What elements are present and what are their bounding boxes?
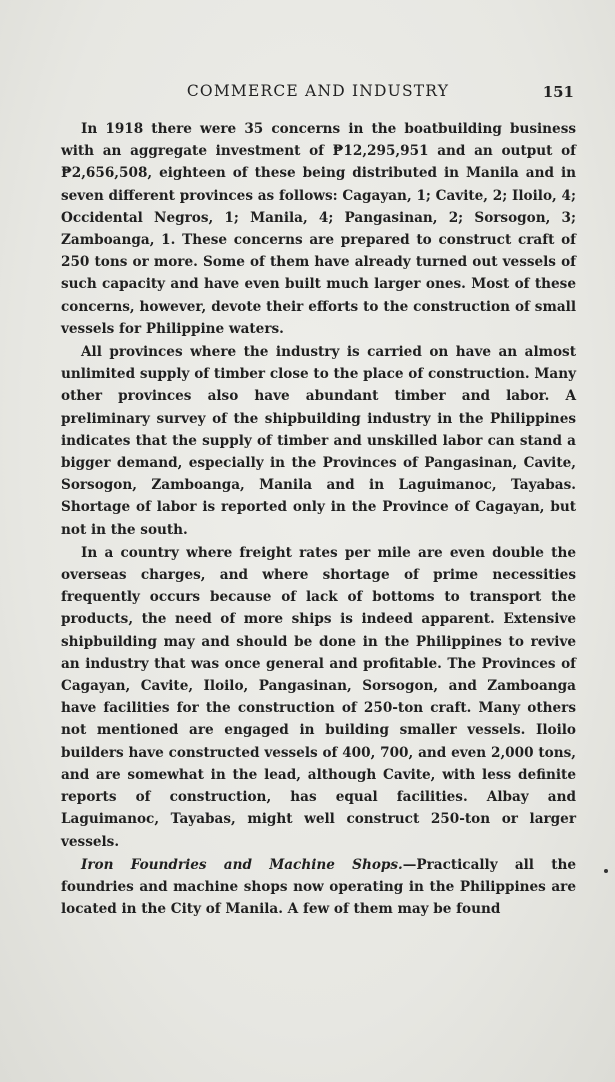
paragraph-timber-and-labor: All provinces where the industry is carried on have an almost unlimited supply of timber close to the place of construction. Many other provinces also have abundant timber and labor. A preliminary survey of the shipbuilding industry in the Philippines indicates that the supply of timber and unskilled labor can stand a bigger demand, especially in the Provinces of Pangasinan, Cavite, Sorsogon, Zamboanga, Manila and in Laguimanoc, Tayabas. Shortage of labor is reported only in the Province of Cagayan, but not in the south. [61, 344, 576, 538]
body-text [61, 118, 576, 920]
page-number: 151 [542, 83, 574, 101]
margin-dot-mark [604, 869, 608, 873]
paragraph-boatbuilding-concerns: In 1918 there were 35 concerns in the boatbuilding business with an aggregate investment of ₱12,295,951 and an output of ₱2,656,508, eighteen of these being distributed in Manila and in seven different provinces as follows: Cagayan, 1; Cavite, 2; Iloilo, 4; Occidental Negros, 1; Manila, 4; Pangasinan, 2; Sorsogon, 3; Zamboanga, 1. These concerns are prepared to construct craft of 250 tons or more. Some of them have already turned out vessels of such capacity and have even built much larger ones. Most of these concerns, however, devote their efforts to the construction of small vessels for Philippine waters. [61, 121, 576, 337]
paragraph-iron-foundries [61, 854, 576, 921]
paragraph-need-for-ships: In a country where freight rates per mile are even double the overseas charges, and where shortage of prime necessities frequently occurs because of lack of bottoms to transport the products, the need of more ships is indeed apparent. Extensive shipbuilding may and should be done in the Philippines to revive an industry that was once general and profitable. The Provinces of Cagayan, Cavite, Iloilo, Pangasinan, Sorsogon, and Zamboanga have facilities for the construction of 250-ton craft. Many others not mentioned are engaged in building smaller vessels. Iloilo builders have constructed vessels of 400, 700, and even 2,000 tons, and are somewhat in the lead, although Cavite, with less definite reports of construction, has equal facilities. Albay and Laguimanoc, Tayabas, might well construct 250-ton or larger vessels. [61, 544, 576, 850]
running-head [62, 80, 574, 106]
paragraph-iron-foundries-text: —Practically all the foundries and machine shops now operating in the Philippines are located in the City of Manila. A few of them may be found [61, 856, 577, 918]
running-head-title: COMMERCE AND INDUSTRY [186, 82, 450, 100]
section-heading-iron-foundries: Iron Foundries and Machine Shops. [81, 856, 403, 873]
